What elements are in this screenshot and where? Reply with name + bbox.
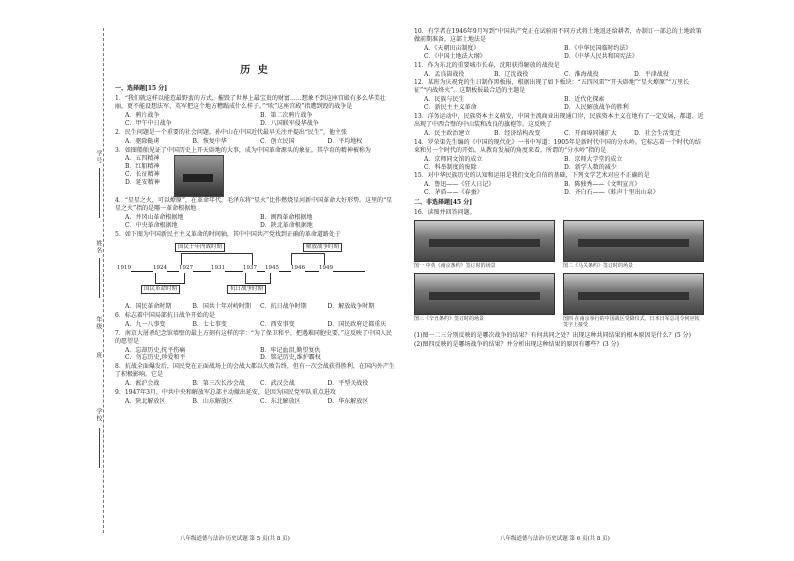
photo-4-caption: 图四 在南京举行的中国战区受降仪式，日本日军总司令何应钦签字上接受 (563, 315, 700, 329)
photo-1 (414, 220, 555, 270)
timeline-label-top1: 国民十年内战时期 (175, 243, 225, 252)
question-8-options: A．淞沪会战 B．第三次长沙会战 C．武汉会战 D．平型关战役 (125, 380, 369, 388)
timeline-diagram (115, 241, 395, 301)
question-16-part-1: (1)图一二三分别反映的是哪次战争的结果？有何共同之处？出现这种共同结果的根本原因是什么？(5 分) (414, 331, 691, 339)
question-1-options: A．鸦片战争 B．第二次鸦片战争 C．甲午中日战争 D．八国联军侵华战争 (125, 111, 319, 127)
question-9-options: A．陕北解放区 B．山东解放区 C．东北解放区 D．华东解放区 (125, 397, 369, 405)
timeline-year: 1931 (211, 264, 225, 271)
photo-2-caption: 图二《马关条约》签订时的场景 (563, 262, 634, 269)
red-boat-photo (174, 155, 224, 197)
question-15-options: A．鲁迅——《狂人日记》 B．陈独秀——《文明宣言》 C．茅盾——《春蚕》 D．齐白石——《蛙声十里出山泉》 (424, 181, 659, 197)
question-7: 7．南京大屠杀纪念馆墙壁的最上方刻有这样的字：“为了保卫和平，把遇难同胞史要，”这反映了中国人民的愿望是 (115, 329, 392, 345)
photo-3 (414, 273, 555, 329)
question-13-options: A．民主政治建立 B．经济结构改变 C．开商埠同铺扩大 D．社会生活变迁 (424, 129, 681, 137)
page-title: 历 史 (240, 65, 270, 76)
footer-right: 八年级道德与法治·历史试题 第 6 页(共 8 页) (500, 535, 610, 542)
question-16: 16．读图并回答问题。 (414, 209, 476, 217)
question-7-options: A．忘却历史,抚平伤痛 B．牢记血泪,勤望复仇 C．勿忘历史,珍爱和平 D．铭记历史,维护霸权 (125, 346, 321, 362)
question-8: 8．抗战全面爆发后，国民党在正面战场上的会战大都以失败告终，但有一次会战获得胜利，在国内外产生了积极影响。它是 (115, 363, 395, 379)
photo-2 (563, 220, 704, 270)
question-4-options: A．井冈山革命根据地 B．闽西革命根据地 C．中央革命根据地 D．陕北革命根据地 (125, 214, 313, 230)
question-10-options: A．《天朝田亩制度》 B．《中华民国临时约法》 C．《中国土地法大纲》 D．《中华人民共和国宪法》 (424, 44, 638, 60)
question-11-options: A．孟良崮战役 B．辽沈战役 C．淮海战役 D．平津战役 (424, 70, 669, 78)
timeline-year: 1945 (265, 264, 279, 271)
question-12-options: A．民族与民生 B．近代化探索 C．新民主主义革命 D．人民解放战争的胜利 (424, 96, 629, 112)
question-15: 15．对中华民族历史的认知和运用是我们文化自信的基础，下列文学艺术对应不正确的是 (414, 172, 650, 180)
photo-2-image (563, 220, 704, 262)
question-6-options: A．九一八事变 B．七七事变 C．西安事变 D．国民政府迁都重庆 (125, 320, 387, 328)
timeline-label-bottom1: 国民革命时期 (141, 285, 180, 294)
timeline-year: 1946 (291, 264, 305, 271)
label-grade: 年级 (94, 316, 102, 330)
photo-4-image (563, 273, 704, 315)
question-9: 9．1947年3月，中共中央和解放军总部主动撤出延安，是因为国民党军队重点进攻 (115, 389, 336, 397)
question-6: 6．标志着中国局部抗日战争开始的是 (115, 311, 215, 319)
binding-line (103, 28, 104, 533)
left-page (115, 28, 395, 407)
timeline-label-bottom2: 抗日战争时期 (227, 285, 266, 294)
binding-margin (0, 0, 118, 561)
section-2-heading: 二、非选择题[45 分] (414, 199, 473, 207)
timeline-year: 1924 (153, 264, 167, 271)
question-3: 3．如图船舶见证了中国历史上开天辟地的大事，成为中国革命源头的象征。其孕育的精神被称为 (115, 146, 371, 154)
question-14-options: A．京师同文馆的成立 B．京师大学堂的成立 C．科举制度的废除 D．新学人数的减少 (424, 155, 623, 171)
label-class: 班 (94, 352, 102, 359)
photo-4 (563, 273, 704, 329)
question-11: 11．作为东北的重要城市长春，沈阳获得解放的战役是 (414, 61, 560, 69)
question-4: 4．“星星之火，可以燎原”，在革命年代，毛泽东将“星火”比作燃烧星河新中国革命大好形势。这里的“星星之火”指的是哪一革命根据地 (115, 197, 393, 213)
timeline-label-top2: 解放战争时期 (303, 243, 342, 252)
photo-3-image (414, 273, 555, 315)
photo-1-caption: 图一 中英《南京条约》签订时的场景 (414, 262, 496, 269)
question-5-options: A．国民革命时期 B．国共十年对峙时期 C．抗日战争时期 D．解放战争时期 (125, 302, 375, 310)
photo-1-image (414, 220, 555, 262)
question-16-photos (414, 220, 704, 329)
question-5: 5．如下图为中国新民主主义革命的时间轴，其中中国共产党找到正确的革命道路处于 (115, 231, 341, 239)
question-14: 14．罗荣渠先生编的《中国的现代化》一书中写道：1905年是新时代中国的分水岭。它标志着一个时代的结束和另一个时代的开始。从教育发展的角度来看，所谓的“分水岭”指的是 (414, 138, 701, 154)
question-3-body (115, 155, 395, 197)
timeline-year: 1949 (319, 264, 333, 271)
question-13: 13．洋务运动中，民族资本主义萌发，中国主流商业出现通口岸，民族资本主义在地有了一定发展，都道、近出现了中西合璧的中山装和改良的旗袍等。这反映了 (414, 113, 704, 128)
question-3-options: A．五四精神 B．红船精神 C．长征精神 D．延安精神 (125, 155, 160, 187)
right-page (414, 28, 704, 350)
photo-3-caption: 图三《辛丑条约》签订时的场景 (414, 315, 485, 322)
label-name: 姓名 (94, 240, 102, 254)
footer-left: 八年级道德与法治·历史试题 第 5 页(共 8 页) (180, 535, 290, 542)
timeline-year: 1937 (243, 264, 257, 271)
section-1-heading: 一、选择题[15 分] (115, 85, 168, 93)
label-student-id: 学号 (94, 150, 102, 164)
question-10: 10．有学者在1946年9月写到“中国共产党正在试验用不同方式将土地返还给耕者，办制订一部总的土地政策做前期准备，这部土地法是 (414, 28, 702, 43)
label-school: 学校 (94, 408, 102, 422)
question-16-part-2: (2)图四反映的是哪场战争的结果？并分析出现这种结果的原因有哪些？(3 分) (414, 340, 619, 348)
question-1: 1．“我们就这样以能惹最野蛮的方式，摧毁了世界上最宝贵的财富……想象不到这座宫殿有多么华美壮丽，更不能设想法军、英军把这个地方糟蹋成什么样子。”“吹”这座宫殿”指遭到毁的战争是 (115, 95, 386, 110)
question-12: 12．某班为庆祝党的生日制作黑板报，根据出现了如下板块：“五四风雷”“开天辟地”“星火燎原”“万里长征”“内战烽火”。这期板报最合适的主题是 (414, 79, 690, 95)
question-2-options: A．驱除鞑虏 B．恢复中华 C．创立民国 D．平均地权 (125, 137, 363, 145)
timeline-year: 1919 (117, 264, 131, 271)
question-2: 2．民生问题是一个重要的社会问题。孙中山在中国近代最早关注并提出“民生”，他主张 (115, 128, 347, 136)
timeline-year: 1927 (179, 264, 193, 271)
